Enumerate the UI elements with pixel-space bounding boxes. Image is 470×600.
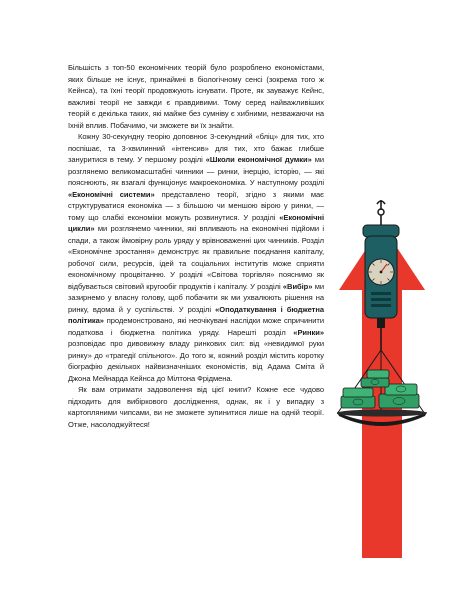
paragraph: [68, 384, 324, 430]
text-run: розповідає про дивовижну владу ринкових сил: від «невидимої руки ринку» до «трагедії спільного». До того ж, кожний розділ містить коротку біографію декількох найвизначніших економістів, від Адама Сміта й Джона Мейнарда Кейнса до Мілтона Фрідмена.: [68, 339, 324, 383]
text-run: Як вам отримати задоволення від цієї книги? Кожне есе чудово підходить для вибіркового дослідження, однак, як і у випадку з картопляними чипсами, ви не зможете зупинитися лише на одній теорії. Отже, насолоджуйтеся!: [68, 385, 324, 429]
text-run: ми розглянемо чинники, які впливають на економічні підйоми і спади, а також ймовірну роль уряду у врівноваженні цих чинників. Розділ «Економічне зростання» демонструє як правильне поєднання капіталу, робочої сили, ресурсів, ідей та соціальних інститутів може сприяти економічному процвітанню. У розділі «Світова торгівля» пояснимо як відбувається світовий кругообіг продуктів і капіталу. У розділі: [68, 224, 324, 291]
text-run: Кожну 30-секундну теорію доповнює 3-секундний «бліц» для тих, хто поспішає, та 3-хвилинний «інтенсив» для тих, хто бажає глибше зануритися в тему. У першому розділі: [68, 132, 324, 164]
paragraph: [68, 131, 324, 384]
paragraph: [68, 62, 324, 131]
text-run: ми зазирнемо у власну голову, щоб побачити як ми ухвалюють рішення на ринку, вдома й у суспільстві. У розділі: [68, 281, 324, 314]
scale-with-money-icon: [337, 200, 427, 560]
text-run: ми розглянемо великомасштабні чинники — ринки, інерцію, історію, — які пояснюють, як взагалі функціонує макроекономіка. У наступному розділі: [68, 155, 324, 187]
section-name: «Оподаткування і бюджетна політика»: [68, 304, 324, 325]
text-run: продемонстровано, які неочікувані наслідки може спричинити податкова і бюджетна політика уряду. Нарешті розділ: [68, 316, 324, 337]
article-body: [68, 62, 324, 430]
text-run: представлено теорії, згідно з якими має структуруватися економіка — з більшою чи меншою вірою у ринки, — тому що слабкі економіки можуть розвинутися. У розділі: [68, 189, 324, 222]
section-name: «Ринки»: [293, 327, 324, 337]
text-run: Більшість з топ-50 економічних теорій було розроблено економістами, яких більше не існує, принаймні в біологічному сенсі (зокрема того ж Кейнса), та їхні теорії продовжують існувати. Проте, як зауважує Кейнс, важливі теорії не завжди є правдивими. Тому серед найважливіших теорій є декілька таких, які майже без сумніву є хибними, незважаючи на їхній вплив. Побачимо, чи зможете ви їх знайти.: [68, 63, 324, 130]
section-name: «Економічні системи»: [68, 189, 155, 199]
section-name: «Школи економічної думки»: [205, 155, 312, 164]
scale-hook: [377, 200, 385, 226]
section-name: «Вибір»: [282, 281, 313, 291]
section-name: «Економічні цикли»: [68, 212, 324, 233]
